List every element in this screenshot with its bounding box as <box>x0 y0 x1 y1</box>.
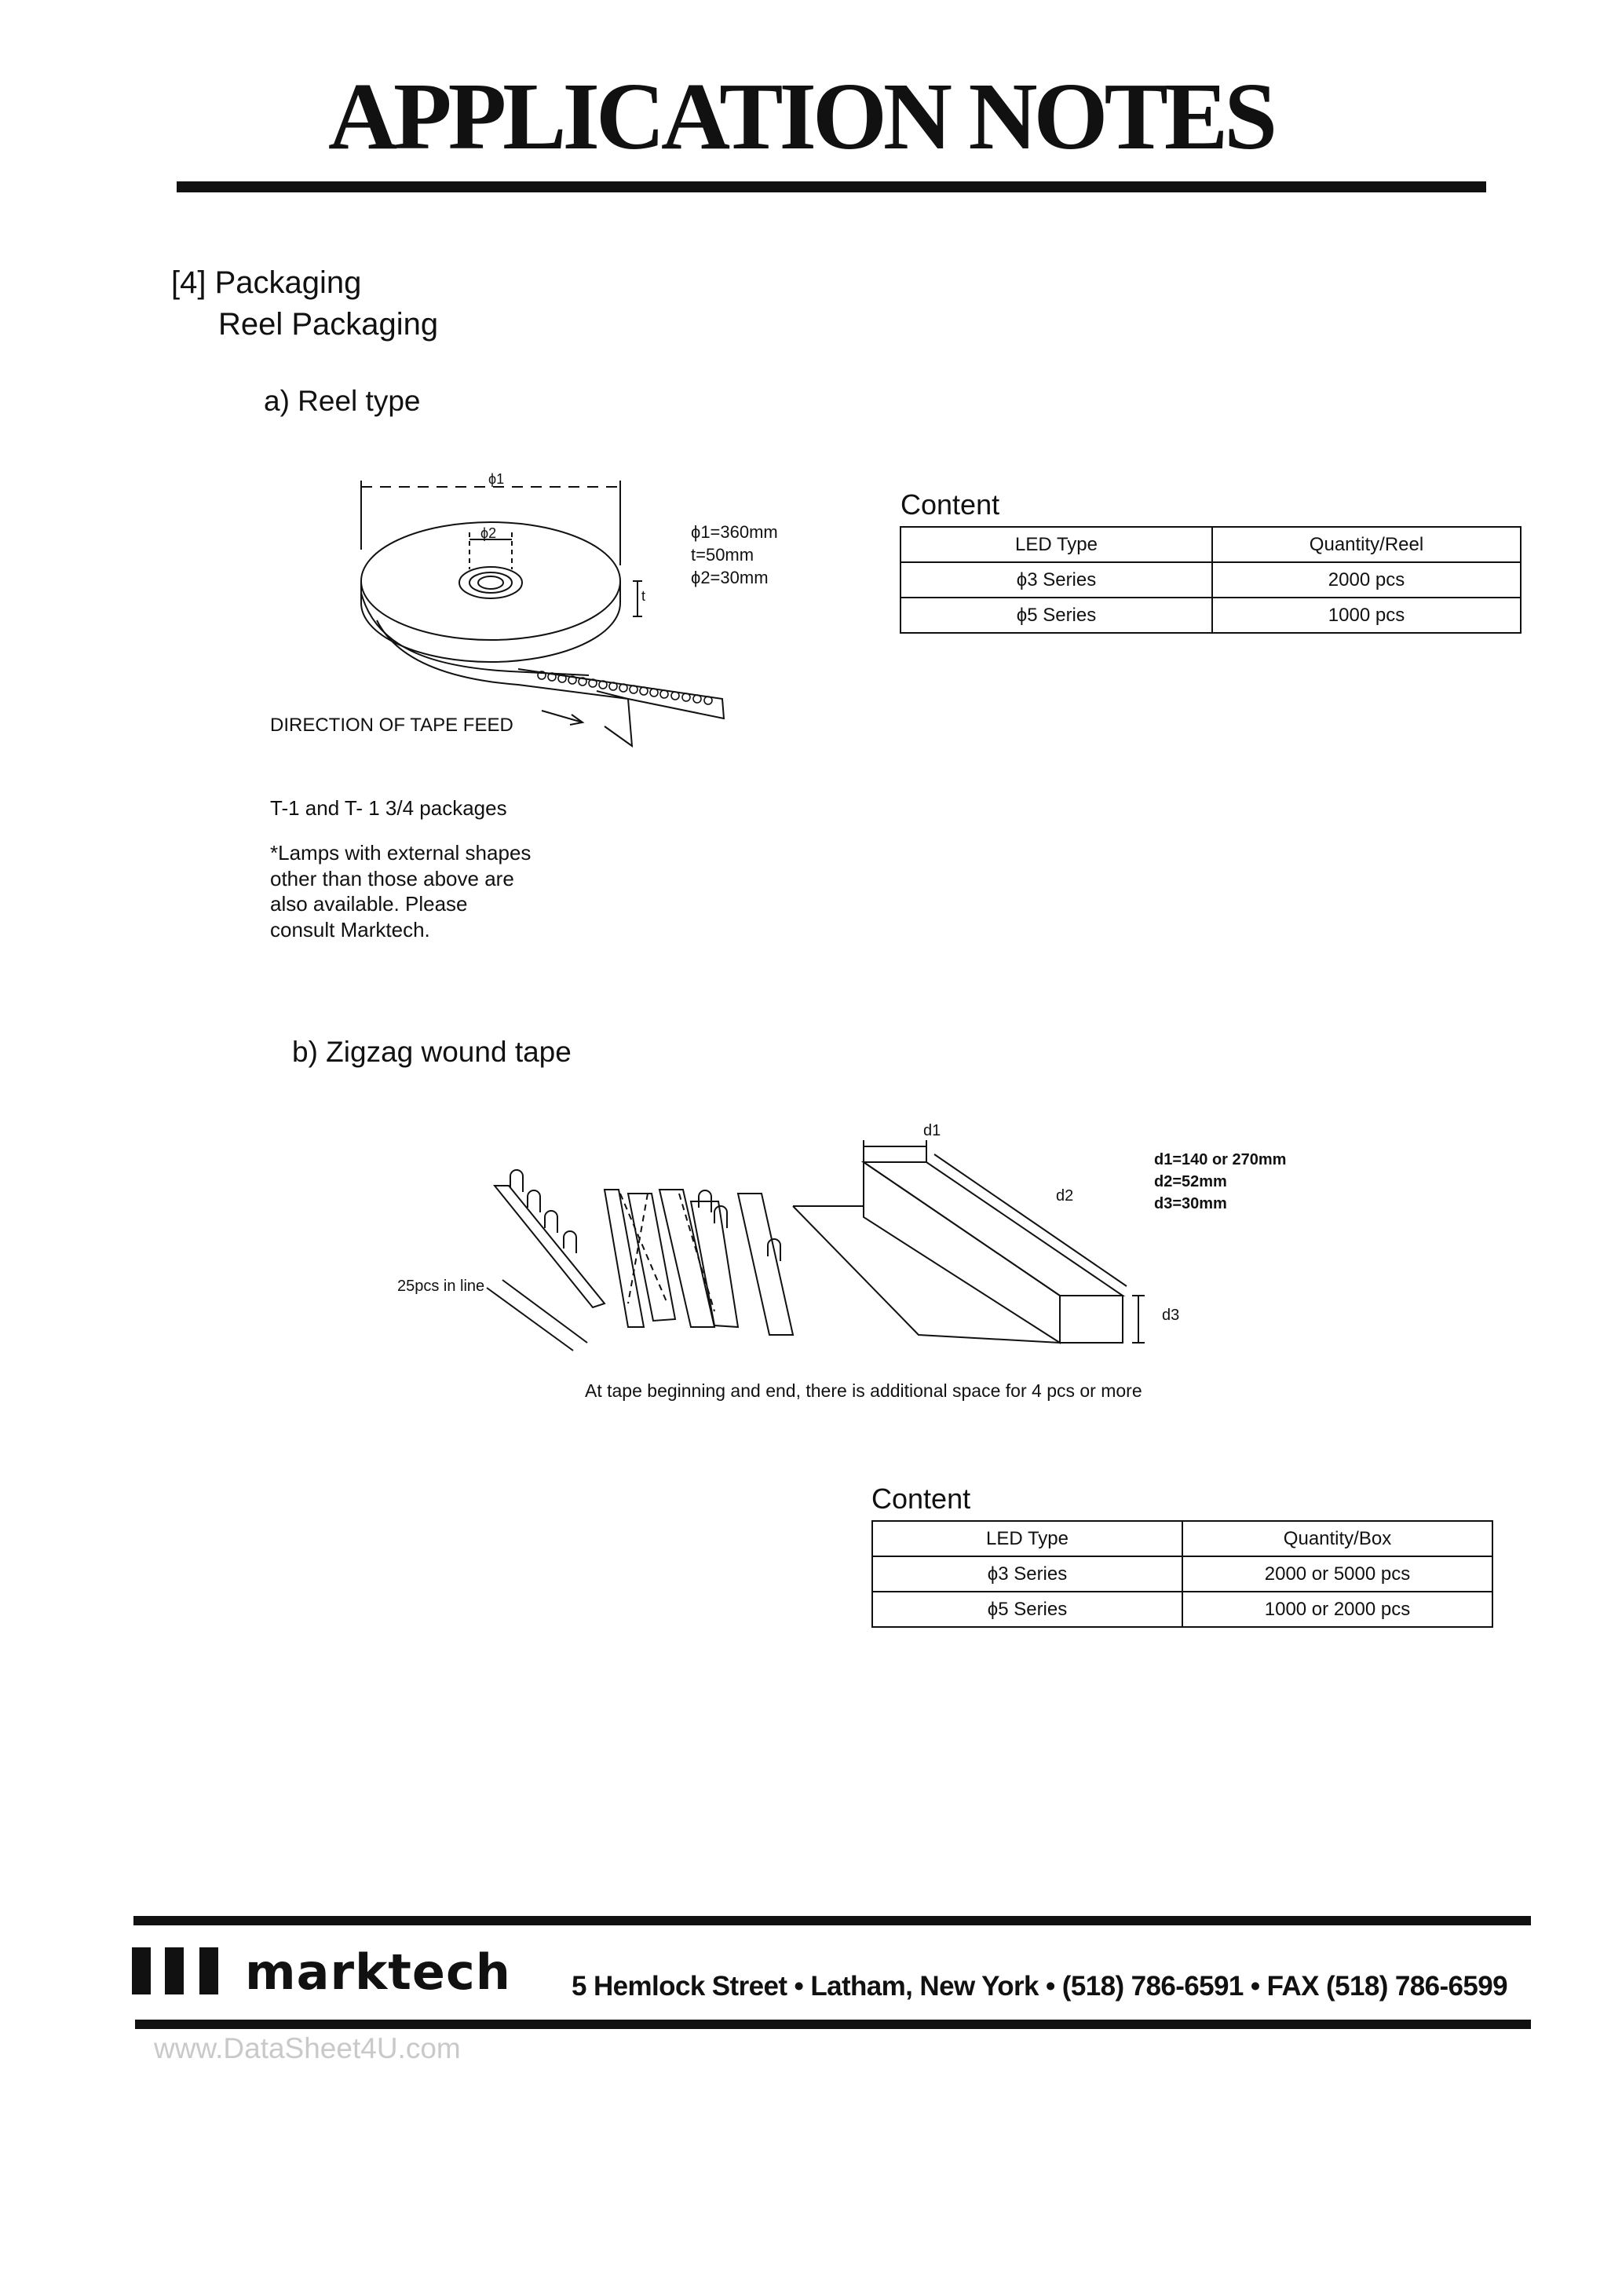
lamps-note-line: consult Marktech. <box>270 917 430 941</box>
phi1-label: ϕ1 <box>488 471 505 487</box>
header-cell: Quantity/Reel <box>1212 527 1521 562</box>
direction-label: DIRECTION OF TAPE FEED <box>270 715 513 736</box>
packages-note: T-1 and T- 1 3/4 packages <box>270 796 507 820</box>
lamps-note <box>270 840 531 942</box>
d2-label: d2 <box>1056 1187 1074 1205</box>
box-front <box>1060 1296 1123 1343</box>
lamps-note-line: other than those above are <box>270 866 514 890</box>
table-cell: ϕ3 Series <box>901 562 1212 598</box>
d2-dimension-line <box>934 1154 1127 1286</box>
header-cell: Quantity/Box <box>1182 1521 1492 1556</box>
phi2-label: ϕ2 <box>480 525 497 541</box>
table-cell: 1000 or 2000 pcs <box>1182 1592 1492 1627</box>
zigzag-content-label: Content <box>871 1483 971 1515</box>
table-cell: ϕ5 Series <box>901 598 1212 633</box>
dim-d2: d2=52mm <box>1154 1173 1227 1190</box>
table-row <box>901 562 1521 598</box>
header-cell: LED Type <box>901 527 1212 562</box>
dim-phi1: ϕ1=360mm <box>691 522 778 542</box>
table-row <box>872 1556 1492 1592</box>
zigzag-note: At tape beginning and end, there is additional space for 4 pcs or more <box>585 1380 1142 1401</box>
dim-d3: d3=30mm <box>1154 1195 1227 1212</box>
header-cell: LED Type <box>872 1521 1182 1556</box>
dim-phi2: ϕ2=30mm <box>691 568 769 587</box>
table-cell: 2000 or 5000 pcs <box>1182 1556 1492 1592</box>
watermark: www.DataSheet4U.com <box>154 2032 461 2064</box>
t-label: t <box>641 588 646 604</box>
fold-sheet <box>628 1194 675 1321</box>
lamp-strip <box>495 1186 605 1307</box>
table-header-row <box>872 1521 1492 1556</box>
d3-label: d3 <box>1162 1307 1180 1324</box>
table-row <box>901 598 1521 633</box>
table-cell: ϕ3 Series <box>872 1556 1182 1592</box>
table-cell: 2000 pcs <box>1212 562 1521 598</box>
table-row <box>872 1592 1492 1627</box>
footer-rule-bottom <box>135 2020 1531 2029</box>
section-heading: [4] Packaging <box>171 265 362 300</box>
zigzag-lamps <box>510 1170 576 1253</box>
page-title: APPLICATION NOTES <box>327 64 1274 170</box>
reel-content-table <box>900 526 1522 634</box>
fold-sheet <box>659 1190 714 1327</box>
section-subheading: Reel Packaging <box>218 307 439 342</box>
tape-end-fold <box>597 691 632 746</box>
footer-address: 5 Hemlock Street • Latham, New York • (518) 786-6591 • FAX (518) 786-6599 <box>572 1971 1507 2002</box>
lamps-note-line: also available. Please <box>270 892 468 916</box>
lamps-note-line: *Lamps with external shapes <box>270 841 532 865</box>
box-side <box>864 1162 1060 1343</box>
fold-sheet <box>738 1194 793 1335</box>
zigzag-heading: b) Zigzag wound tape <box>292 1036 572 1068</box>
d1-label: d1 <box>923 1122 941 1139</box>
marktech-logo-icon <box>132 1947 220 1994</box>
box-top <box>864 1162 1123 1296</box>
reel-content-label: Content <box>901 488 1000 521</box>
title-rule <box>177 181 1486 192</box>
reel-type-heading: a) Reel type <box>264 385 421 417</box>
footer-rule-top <box>133 1916 1531 1925</box>
table-header-row <box>901 527 1521 562</box>
line-label: 25pcs in line <box>397 1278 485 1295</box>
tape-strip <box>518 669 724 718</box>
table-cell: ϕ5 Series <box>872 1592 1182 1627</box>
zigzag-content-table <box>871 1520 1493 1628</box>
fold-sheet <box>605 1190 644 1327</box>
dim-t: t=50mm <box>691 545 754 565</box>
brand-name: marktech <box>245 1943 511 2001</box>
dim-d1: d1=140 or 270mm <box>1154 1151 1287 1168</box>
table-cell: 1000 pcs <box>1212 598 1521 633</box>
line-guide <box>487 1288 573 1351</box>
